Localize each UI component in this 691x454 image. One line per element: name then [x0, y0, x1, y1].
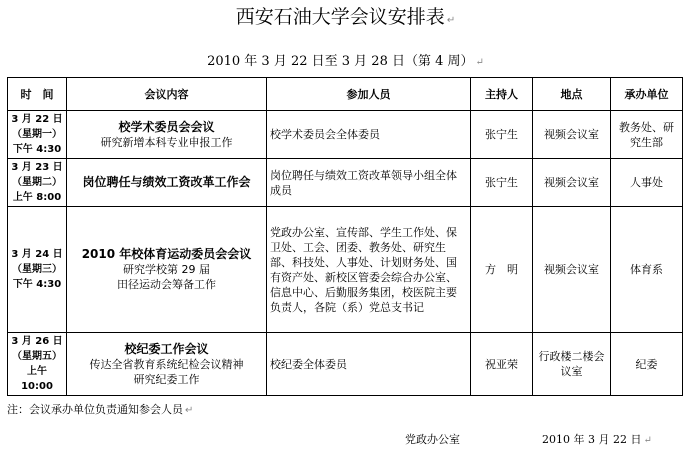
meeting-detail: 研究新增本科专业申报工作: [100, 135, 233, 149]
location-cell: 视频会议室: [533, 159, 611, 207]
header-attendees: 参加人员: [267, 78, 471, 111]
host-cell: 方 明: [471, 207, 533, 333]
location-cell: 视频会议室: [533, 207, 611, 333]
meeting-detail: 研究纪委工作: [133, 372, 200, 386]
attendees-cell: 校学术委员会全体委员: [267, 111, 471, 159]
host-cell: 张宁生: [471, 159, 533, 207]
header-organizer: 承办单位: [611, 78, 683, 111]
meeting-detail: 研究学校第 29 届: [123, 263, 210, 276]
page-title: 西安石油大学会议安排表 ↵: [235, 6, 456, 28]
issue-date: 2010 年 3 月 22 日 ↵: [542, 433, 652, 446]
time-cell: 3 月 23 日 （星期二） 上午 8:00: [8, 159, 67, 207]
content-cell: [67, 159, 267, 207]
issuing-office: 党政办公室: [405, 433, 460, 446]
header-location: 地点: [533, 78, 611, 111]
meeting-title: 校纪委工作会议: [124, 341, 209, 356]
meeting-title: 校学术委员会会议: [118, 119, 215, 134]
attendees-cell: 岗位聘任与绩效工资改革领导小组全体成员: [267, 159, 471, 207]
footnote: 注：会议承办单位负责通知参会人员 ↵: [7, 403, 194, 416]
meeting-title: 2010 年校体育运动委员会会议: [81, 247, 252, 261]
header-time: 时 间: [8, 78, 67, 111]
table-row: [8, 333, 683, 396]
attendees-cell: 校纪委全体委员: [267, 333, 471, 396]
meeting-schedule-table: [7, 77, 683, 396]
organizer-cell: 人事处: [611, 159, 683, 207]
meeting-detail: 田径运动会筹备工作: [117, 278, 216, 291]
content-cell: [67, 333, 267, 396]
date-range-subtitle: 2010 年 3 月 22 日至 3 月 28 日（第 4 周） ↵: [207, 54, 484, 69]
time-cell: 3 月 22 日 （星期一） 下午 4:30: [8, 111, 67, 159]
content-cell: [67, 111, 267, 159]
time-cell: 3 月 24 日 （星期三） 下午 4:30: [8, 207, 67, 333]
content-cell: [67, 207, 267, 333]
meeting-detail: 传达全省教育系统纪检会议精神: [89, 357, 244, 371]
organizer-cell: 体育系: [611, 207, 683, 333]
location-cell: 视频会议室: [533, 111, 611, 159]
host-cell: 张宁生: [471, 111, 533, 159]
table-header-row: [8, 78, 683, 111]
table-row: [8, 207, 683, 333]
organizer-cell: 纪委: [611, 333, 683, 396]
meeting-title: 岗位聘任与绩效工资改革工作会: [82, 175, 251, 189]
location-cell: 行政楼二楼会议室: [533, 333, 611, 396]
header-host: 主持人: [471, 78, 533, 111]
time-cell: 3 月 26 日 （星期五） 上午 10:00: [8, 333, 67, 396]
table-row: [8, 111, 683, 159]
header-content: 会议内容: [67, 78, 267, 111]
host-cell: 祝亚荣: [471, 333, 533, 396]
attendees-cell: 党政办公室、宣传部、学生工作处、保卫处、工会、团委、教务处、研究生部、科技处、人事处、计划财务处、国有资产处、新校区管委会综合办公室、信息中心、后勤服务集团，校医院主要负责人，各院（系）党总支书记: [267, 207, 471, 333]
organizer-cell: 教务处、研究生部: [611, 111, 683, 159]
table-row: [8, 159, 683, 207]
